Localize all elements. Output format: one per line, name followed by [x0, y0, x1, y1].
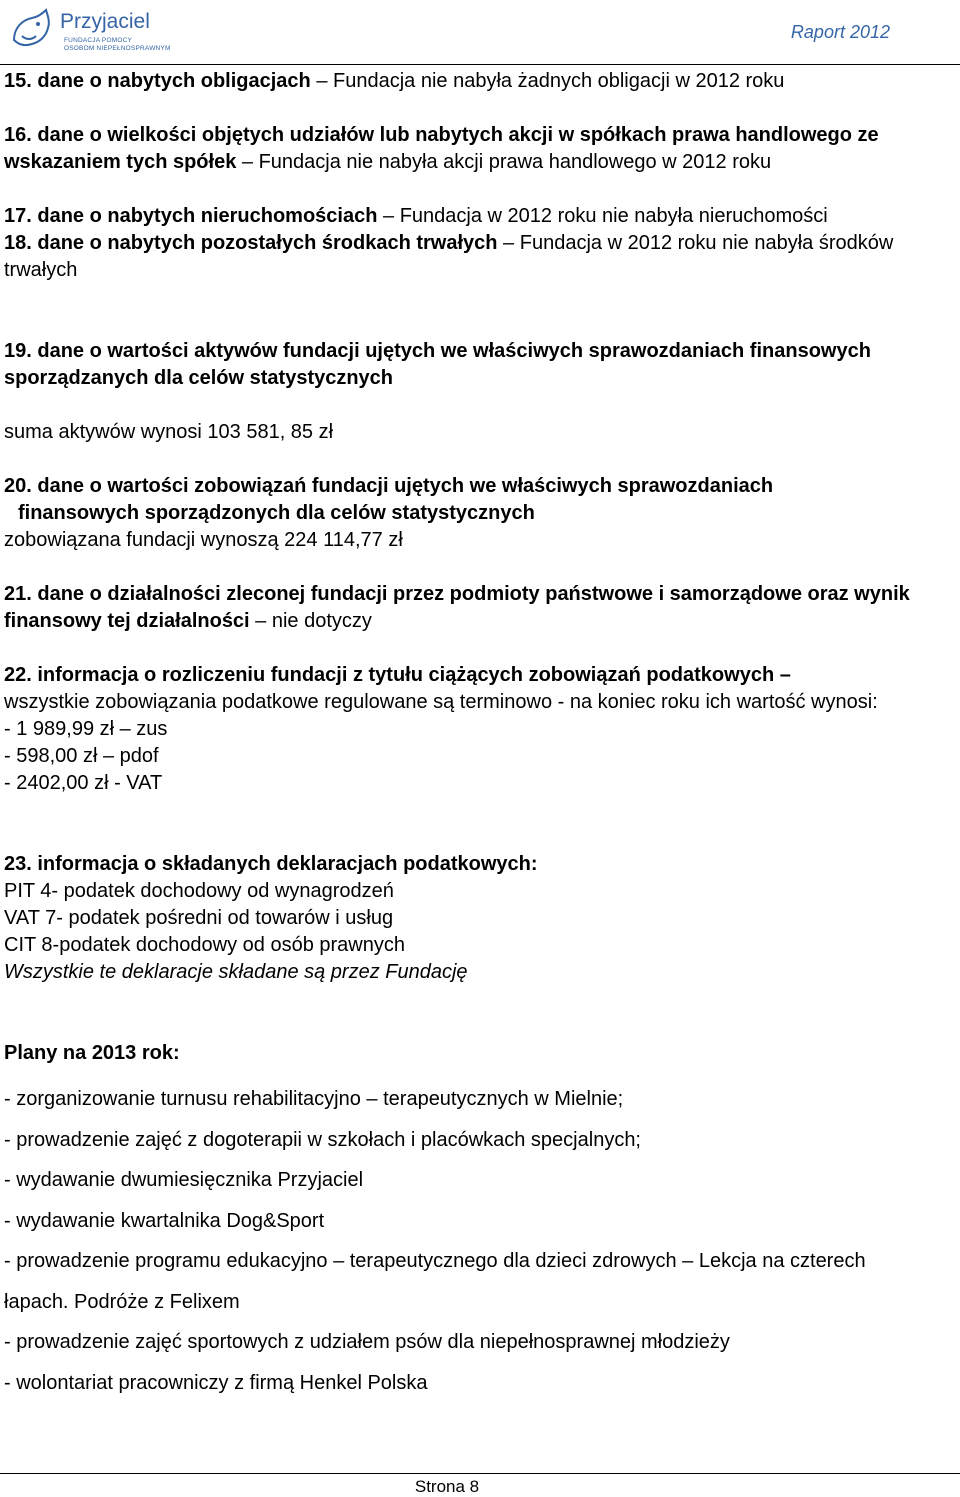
footer-divider: [0, 1473, 960, 1474]
item-21-text: – nie dotyczy: [249, 610, 372, 632]
list-item: - prowadzenie zajęć sportowych z udziałem psów dla niepełnosprawnej młodzieży: [4, 1331, 730, 1353]
item-21-heading: 21. dane o działalności zleconej fundacji przez podmioty państwowe i samorządowe oraz wynik finansowy tej działalności: [4, 583, 910, 632]
declaration-note: Wszystkie te deklaracje składane są przez Fundację: [4, 961, 468, 983]
logo-line-2: OSOBOM NIEPEŁNOSPRAWNYM: [64, 45, 171, 52]
item-22-text: wszystkie zobowiązania podatkowe regulowane są terminowo - na koniec roku ich wartość wynosi:: [4, 691, 878, 713]
item-16-heading: 16. dane o wielkości objętych udziałów lub nabytych akcji w spółkach prawa handlowego ze wskazaniem tych spółek: [4, 124, 879, 173]
tax-line: - 1 989,99 zł – zus: [4, 718, 168, 740]
item-21: [4, 581, 952, 635]
page-header: [0, 0, 960, 66]
dog-logo-icon: [8, 6, 56, 52]
item-20: [4, 473, 952, 500]
header-divider: [0, 64, 960, 65]
document-body: [4, 68, 952, 1403]
plans-title: Plany na 2013 rok:: [4, 1042, 180, 1064]
plans-list: [4, 1079, 952, 1403]
item-18-text: – Fundacja w 2012 roku nie nabyła środków trwałych: [4, 232, 894, 281]
item-17-heading: 17. dane o nabytych nieruchomościach: [4, 205, 378, 227]
item-15: [4, 68, 952, 95]
list-item: - prowadzenie programu edukacyjno – terapeutycznego dla dzieci zdrowych – Lekcja na czterech łapach. Podróże z Felixem: [4, 1250, 866, 1313]
item-18-heading: 18. dane o nabytych pozostałych środkach trwałych: [4, 232, 498, 254]
item-22: [4, 662, 952, 689]
item-15-heading: 15. dane o nabytych obligacjach: [4, 70, 311, 92]
declaration-line: CIT 8-podatek dochodowy od osób prawnych: [4, 934, 405, 956]
item-18: [4, 230, 952, 284]
logo-line-1: FUNDACJA POMOCY: [64, 37, 133, 44]
item-17-text: Fundacja w 2012 roku nie nabyła nieruchomości: [394, 205, 828, 227]
list-item: - prowadzenie zajęć z dogoterapii w szkołach i placówkach specjalnych;: [4, 1128, 641, 1151]
item-16-text: – Fundacja nie nabyła akcji prawa handlowego w 2012 roku: [236, 151, 772, 173]
list-item: - wydawanie dwumiesięcznika Przyjaciel: [4, 1169, 364, 1191]
item-19: [4, 338, 952, 392]
item-23: [4, 851, 952, 878]
list-item: - wydawanie kwartalnika Dog&Sport: [4, 1209, 325, 1232]
item-20-heading-cont: finansowych sporządzonych dla celów statystycznych: [18, 502, 535, 524]
item-22-heading: 22. informacja o rozliczeniu fundacji z tytułu ciążących zobowiązań podatkowych –: [4, 664, 791, 686]
item-20-value: zobowiązana fundacji wynoszą 224 114,77 zł: [4, 529, 403, 551]
logo-name: Przyjaciel: [60, 10, 150, 33]
tax-line: - 2402,00 zł - VAT: [4, 772, 163, 794]
declaration-line: PIT 4- podatek dochodowy od wynagrodzeń: [4, 880, 394, 902]
item-15-text: – Fundacja nie nabyła żadnych obligacji w 2012 roku: [310, 70, 785, 92]
item-19-heading: 19. dane o wartości aktywów fundacji ujętych we właściwych sprawozdaniach finansowych sporządzanych dla celów statystycznych: [4, 340, 871, 389]
declaration-line: VAT 7- podatek pośredni od towarów i usług: [4, 907, 394, 929]
page-number: Strona 8: [414, 1477, 480, 1496]
list-item: - zorganizowanie turnusu rehabilitacyjno – terapeutycznych w Mielnie;: [4, 1088, 624, 1110]
logo: [8, 6, 171, 54]
item-23-heading: 23. informacja o składanych deklaracjach podatkowych:: [4, 853, 538, 875]
report-title: Raport 2012: [790, 22, 890, 42]
item-17-dash: –: [377, 205, 395, 227]
item-19-value: suma aktywów wynosi 103 581, 85 zł: [4, 421, 334, 443]
item-17: [4, 203, 952, 230]
list-item: - wolontariat pracowniczy z firmą Henkel Polska: [4, 1371, 428, 1394]
item-16: [4, 122, 952, 176]
item-20-heading: 20. dane o wartości zobowiązań fundacji ujętych we właściwych sprawozdaniach: [4, 475, 774, 497]
tax-line: - 598,00 zł – pdof: [4, 745, 159, 767]
